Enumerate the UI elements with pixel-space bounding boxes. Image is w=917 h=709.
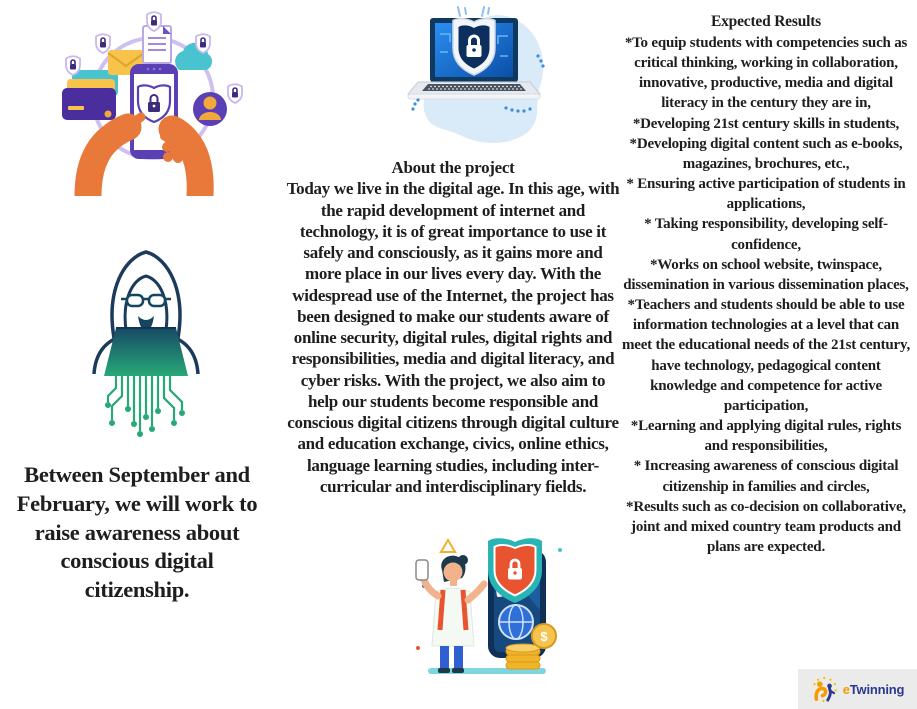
mobile-security-icon bbox=[408, 530, 568, 682]
about-paragraph: Today we live in the digital age. In this age, with the rapid development of internet and technology, it is of great importance to use it safely and consciously, as it gains more and more place in our lives every day. With the widespread use of the Internet, the project has been designed to make our students aware of online security, digital rules, digital rights and responsibilities, media and digital literacy, and cyber risks. With the project, we also aim to help our students become responsible and conscious digital citizens through digital culture and education exchange, civics, online ethics, language learning studies, including inter-curricular and interdisciplinary fields. bbox=[286, 179, 620, 496]
hacker-illustration bbox=[76, 236, 216, 446]
expected-result-item: * Increasing awareness of conscious digital citizenship in families and circles, bbox=[633, 458, 899, 495]
about-section bbox=[286, 157, 620, 497]
expected-result-item: *Developing 21st century skills in students, bbox=[632, 115, 900, 132]
etwinning-wordmark: eTwinning bbox=[842, 681, 905, 697]
expected-result-item: * Ensuring active participation of students in applications, bbox=[626, 176, 906, 213]
etwinning-figure-icon bbox=[811, 676, 841, 703]
hacker-icon bbox=[76, 236, 216, 446]
expected-result-item: *Developing digital content such as e-books, magazines, brochures, etc., bbox=[629, 135, 903, 172]
expected-results-section bbox=[618, 12, 914, 557]
mobile-security-illustration bbox=[408, 530, 568, 682]
expected-result-item: *Works on school website, twinspace, dissemination in various dissemination places, bbox=[623, 256, 909, 293]
expected-result-item: *Results such as co-decision on collaborative, joint and mixed country team products and plans are expected. bbox=[626, 498, 906, 556]
laptop-shield-illustration bbox=[388, 4, 558, 156]
hands-phone-security-illustration bbox=[48, 6, 258, 196]
expected-result-item: *To equip students with competencies such as critical thinking, working in collaboration, innovative, productive, media and digital literacy in the century they are in, bbox=[624, 34, 908, 112]
expected-results-list bbox=[618, 33, 914, 557]
expected-result-item: * Taking responsibility, developing self-confidence, bbox=[644, 216, 888, 253]
secure-phone-icon bbox=[48, 6, 258, 196]
left-caption: Between September and February, we will work to raise awareness about conscious digital citizenship. bbox=[16, 462, 258, 603]
expected-result-item: *Teachers and students should be able to use information technologies at a level that can meet the educational needs of the 21st century, have technology, pedagogical content knowledge and competence for active participation, bbox=[621, 297, 911, 414]
dollar-icon: $ bbox=[540, 629, 548, 644]
laptop-shield-icon bbox=[388, 4, 558, 156]
etwinning-logo bbox=[798, 669, 917, 709]
expected-results-heading: Expected Results bbox=[710, 13, 822, 30]
about-heading: About the project bbox=[391, 158, 515, 177]
expected-result-item: *Learning and applying digital rules, rights and responsibilities, bbox=[630, 418, 902, 455]
